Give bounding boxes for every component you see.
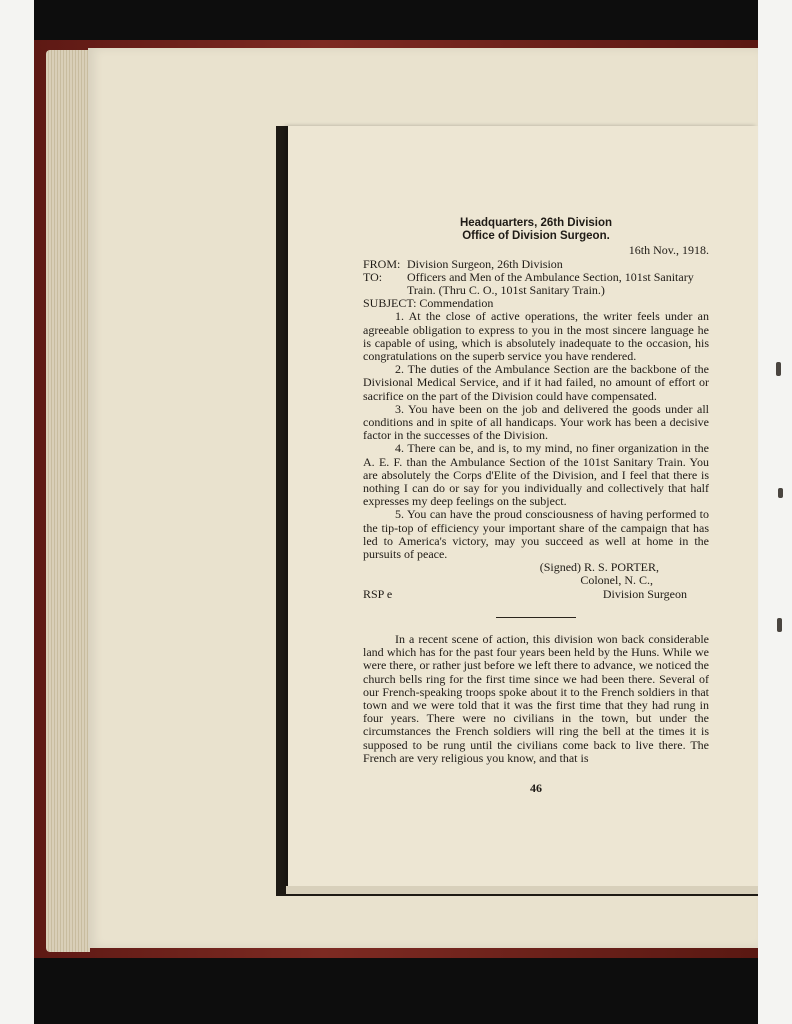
signature-title: Division Surgeon (602, 586, 687, 601)
from-row (363, 258, 709, 271)
letter-paragraph: 5. You can have the proud consciousness of having performed to the tip-top of efficiency your important share of the campaign that has led to America's victory, may you succeed as well at home in the pursuits of peace. (363, 507, 709, 562)
letter-text (363, 217, 709, 795)
signature-rank: Colonel, N. C., (580, 573, 653, 588)
to-row (363, 271, 709, 297)
narrative-paragraph: In a recent scene of action, this division won back considerable land which has for the past four years been held by the Huns. While we were there, or rather just before we left there to advance, we noticed the church bells ring for the first time since we had been there. Several of our French-speaking troops spoke about it to the French soldiers in that town and we were told that it was the first time that they had rung in four years. There were no civilians in the town, but under the circumstances the French soldiers will ring the bell at the times it is supposed to be rung until the civilians come back to live there. The French are very religious you know, and that is (363, 631, 709, 765)
from-value: Division Surgeon, 26th Division (407, 256, 563, 271)
to-value: Officers and Men of the Ambulance Section, 101st Sanitary Train. (Thru C. O., 101st Sanitary Train.) (407, 269, 694, 298)
subject-label: SUBJECT: (363, 296, 417, 311)
edge-mark (777, 618, 782, 632)
background-right (758, 0, 792, 1024)
signature-signed: (Signed) R. S. PORTER, (539, 560, 659, 575)
edge-mark (778, 488, 783, 498)
signature-initials: RSP e (363, 586, 393, 601)
background-left (0, 0, 34, 1024)
letter-paragraph: 4. There can be, and is, to my mind, no finer organization in the A. E. F. than the Ambulance Section of the 101st Sanitary Train. You are absolutely the Corps d'Elite of the Division, and I feel that there is nothing I can do or say for you individually and collectively that half expresses my deep feelings on the subject. (363, 441, 709, 509)
letter-paragraph: 2. The duties of the Ambulance Section are the backbone of the Divisional Medical Service, and if it had failed, no amount of effort or sacrifice on the part of the Division could have compensated. (363, 362, 709, 403)
page-number: 46 (530, 781, 542, 795)
letter-header-line2: Office of Division Surgeon. (462, 230, 610, 243)
edge-mark (776, 362, 781, 376)
letter-paragraph: 3. You have been on the job and delivered the goods under all conditions and in spite of all handicaps. Your work has been a decisive factor in the successes of the Division. (363, 401, 709, 443)
letter-header-line1: Headquarters, 26th Division (459, 217, 613, 229)
from-label: FROM: (363, 256, 401, 271)
subject-value: Commendation (419, 296, 494, 311)
page-edges (46, 50, 90, 952)
letter-paragraph: 1. At the close of active operations, the writer feels under an agreeable obligation to express to you in the most sincere language he is capable of using, which is absolutely inadequate to the occasion, his congratulations on the superb service you have rendered. (363, 309, 709, 364)
letter-date: 16th Nov., 1918. (628, 243, 709, 258)
to-label: TO: (363, 269, 383, 284)
signature-footer (363, 588, 709, 601)
section-divider (496, 617, 576, 618)
insert-bottom-edge (286, 886, 758, 894)
